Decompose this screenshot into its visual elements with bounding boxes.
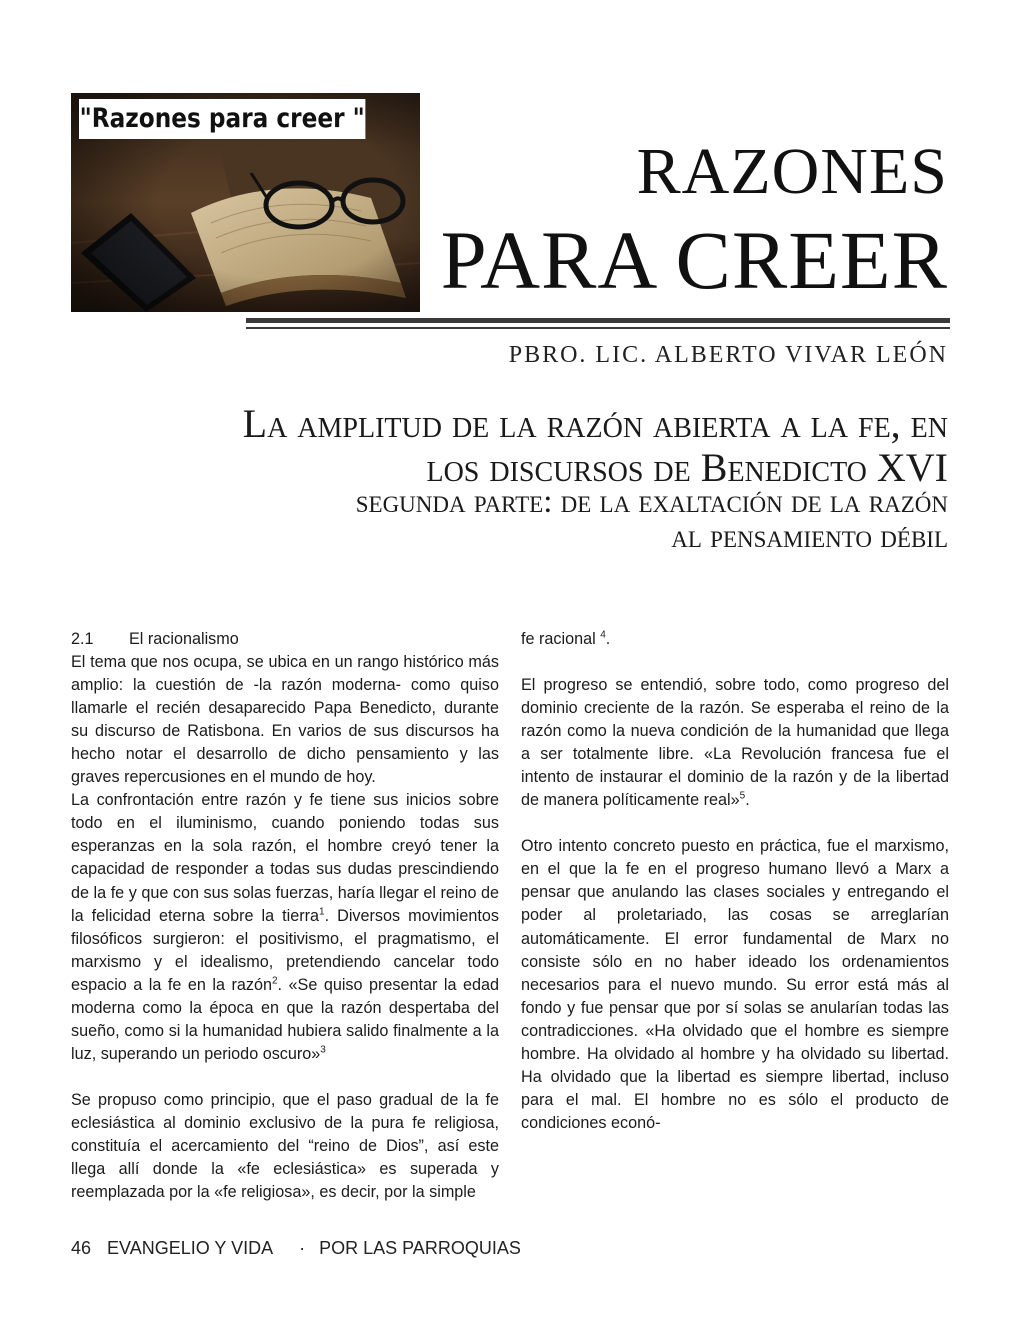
paragraph-2-text-c: . «Se quiso presentar la edad moderna como la época en que la razón despertaba del sueño, como si la humanidad hubiera salido finalmente a la luz, superando un periodo oscuro» — [71, 975, 499, 1063]
author-byline: PBRO. LIC. ALBERTO VIVAR LEÓN — [508, 342, 948, 368]
paragraph-2 — [71, 789, 499, 1066]
footnote-ref-3: 3 — [320, 1044, 326, 1056]
footnote-ref-4: 4 — [600, 629, 606, 641]
article-column-right — [521, 628, 949, 1135]
section-title: El racionalismo — [129, 630, 239, 648]
subtitle-line-4: al pensamiento débil — [671, 519, 948, 555]
paragraph-2-text-b: . Diversos movimientos filosóficos surgieron: el positivismo, el pragmatismo, el marxismo y el idealismo, pretendiendo cancelar todo espacio a la fe en la razón — [71, 906, 499, 994]
paragraph-2-text-a: La confrontación entre razón y fe tiene sus inicios sobre todo en el iluminismo, cuando poniendo todas sus esperanzas en la sola razón, el hombre creyó tener la capacidad de responder a todas sus dudas prescindiendo de la fe y que con sus solas fuerzas, haría llegar el reino de la felicidad eterna sobre la tierra — [71, 791, 499, 925]
footnote-ref-5: 5 — [739, 790, 746, 802]
page-number: 46 — [71, 1238, 92, 1258]
publication-name: EVANGELIO Y VIDA — [107, 1238, 274, 1258]
paragraph-5: Otro intento concreto puesto en práctica, fue el marxismo, en el que la fe en el progreso humano llevó a Marx a pensar que anulando las clases sociales y entregando el poder al proletariado, las cosas se arreglarían automáticamente. El error fundamental de Marx no consiste sólo en no haber ideado los ordenamientos necesarios para el nuevo mundo. Su error está más al fondo y fue pensar que por sí solas se anularían todas las contradicciones. «Ha olvidado que el hombre es siempre hombre. Ha olvidado al hombre y ha olvidado su libertad. Ha olvidado que la libertad es siempre libertad, incluso para el mal. El hombre no es sólo el producto de condiciones econó- — [521, 837, 949, 1132]
footnote-ref-2: 2 — [271, 975, 278, 987]
section-heading — [71, 628, 499, 651]
paragraph-3-end: . — [605, 630, 611, 648]
subtitle-main — [68, 402, 948, 490]
title-line-2: PARA CREER — [440, 214, 948, 306]
paragraph-4-text: El progreso se entendió, sobre todo, como progreso del dominio creciente de la razón. Se esperaba el reino de la razón como la nueva condición de la humanidad que llega a ser totalmente libre. «La Revolución francesa fue el intento de instaurar el dominio de la razón y de la libertad de manera políticamente real» — [521, 676, 949, 810]
hero-caption: "Razones para creer " — [79, 99, 365, 139]
section-number: 2.1 — [71, 630, 94, 648]
paragraph-3 — [71, 1089, 499, 1204]
title-rule-thick — [246, 318, 950, 323]
paragraph-4-end: . — [745, 791, 750, 810]
section-name: POR LAS PARROQUIAS — [319, 1238, 521, 1258]
paragraph-1: El tema que nos ocupa, se ubica en un rango histórico más amplio: la cuestión de -la razón moderna- como quiso llamarle el recién desaparecido Papa Benedicto, durante su discurso de Ratisbona. En varios de sus discursos ha hecho notar el desarrollo de dicho pensamiento y las graves repercusiones en el mundo de hoy. — [71, 653, 499, 787]
paragraph-4 — [521, 674, 949, 812]
subtitle-secondary — [68, 485, 948, 555]
title-line-1: RAZONES — [636, 135, 948, 208]
subtitle-line-3: segunda parte: de la exaltación de la razón — [355, 484, 948, 520]
hero-photo — [71, 93, 420, 312]
page-footer — [71, 1238, 521, 1259]
footer-separator: · — [299, 1238, 306, 1258]
article-column-left — [71, 628, 499, 1204]
subtitle-line-2: los discursos de Benedicto XVI — [426, 445, 948, 490]
subtitle-line-1: La amplitud de la razón abierta a la fe, en — [242, 401, 948, 446]
paragraph-3-text-continued: fe racional — [521, 630, 601, 648]
paragraph-3-text: Se propuso como principio, que el paso gradual de la fe eclesiástica al dominio exclusivo de la pura fe religiosa, constituía el acercamiento del “reino de Dios”, así este llega allí donde la «fe eclesiástica» es superada y reemplazada por la «fe religiosa», es decir, por la simple — [71, 1090, 499, 1202]
paragraph-3-continued — [521, 628, 949, 651]
title-rule-thin — [246, 327, 950, 329]
footnote-ref-1: 1 — [319, 906, 325, 918]
